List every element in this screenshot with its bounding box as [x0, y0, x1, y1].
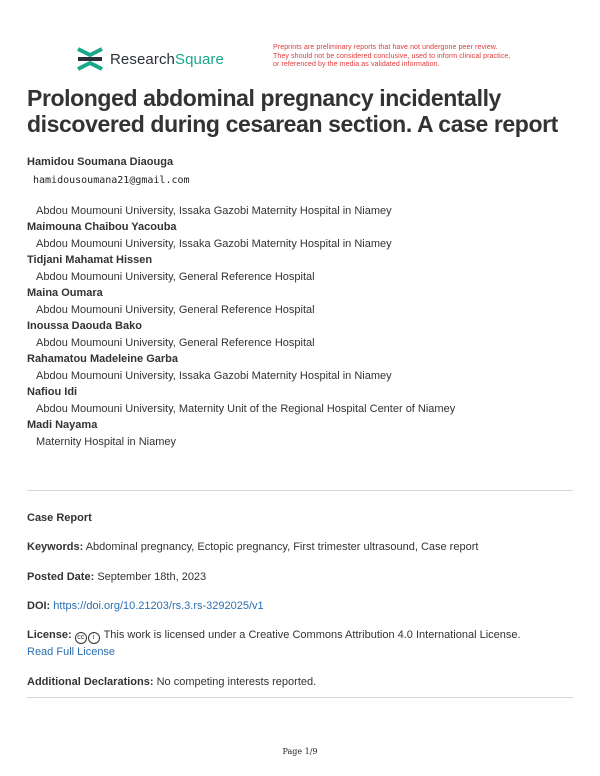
page-number: Page 1/9 — [282, 747, 318, 756]
spacer — [27, 191, 587, 203]
author-name: Rahamatou Madeleine Garba — [27, 353, 178, 365]
author-name: Nafiou Idi — [27, 386, 78, 398]
author-affiliation: Abdou Moumouni University, Maternity Unit of the Regional Hospital Center of Niamey — [36, 402, 456, 415]
author-name: Maimouna Chaibou Yacouba — [27, 221, 177, 233]
author-name: Madi Nayama — [27, 419, 98, 431]
research-square-logo[interactable] — [76, 46, 224, 72]
author-affiliation: Abdou Moumouni University, Issaka Gazobi Maternity Hospital in Niamey — [36, 237, 392, 250]
notice-line: They should not be considered conclusive, used to inform clinical practice, — [273, 52, 511, 60]
paper-title: Prolonged abdominal pregnancy incidentally discovered during cesarean section. A case report — [27, 85, 558, 137]
notice-line: or referenced by the media as validated information. — [273, 61, 440, 68]
keywords-label: Keywords: — [27, 541, 84, 553]
author-affiliation: Abdou Moumouni University, Issaka Gazobi Maternity Hospital in Niamey — [36, 204, 392, 217]
declarations-value: No competing interests reported. — [156, 676, 317, 688]
doi — [27, 598, 587, 614]
research-square-logo-icon — [76, 46, 104, 72]
author-affiliation: Abdou Moumouni University, General Reference Hospital — [36, 303, 315, 316]
read-full-license-link[interactable]: Read Full License — [27, 646, 116, 658]
posted-date — [27, 569, 587, 585]
doi-label: DOI: — [27, 600, 51, 612]
declarations-label: Additional Declarations: — [27, 676, 154, 688]
author-name: Hamidou Soumana Diaouga — [27, 156, 174, 168]
doi-link[interactable]: https://doi.org/10.21203/rs.3.rs-3292025/v1 — [53, 600, 264, 612]
keywords — [27, 539, 587, 555]
article-type: Case Report — [27, 512, 92, 524]
author-affiliation: Abdou Moumouni University, General Reference Hospital — [36, 336, 315, 349]
license-text: This work is licensed under a Creative Commons Attribution 4.0 International License. — [103, 629, 521, 641]
license-label: License: — [27, 629, 72, 641]
author-affiliation: Maternity Hospital in Niamey — [36, 435, 176, 448]
posted-date-value: September 18th, 2023 — [97, 571, 207, 583]
brand-name: ResearchSquare — [110, 50, 224, 68]
posted-date-label: Posted Date: — [27, 571, 95, 583]
author-list — [27, 154, 587, 450]
preprint-notice — [273, 44, 563, 70]
author-name: Inoussa Daouda Bako — [27, 320, 142, 332]
notice-line: Preprints are preliminary reports that have not undergone peer review. — [273, 44, 498, 51]
author-affiliation: Abdou Moumouni University, Issaka Gazobi Maternity Hospital in Niamey — [36, 369, 392, 382]
keywords-value: Abdominal pregnancy, Ectopic pregnancy, First trimester ultrasound, Case report — [85, 541, 479, 553]
author-name: Tidjani Mahamat Hissen — [27, 254, 153, 266]
divider — [27, 490, 573, 491]
by-icon: i — [88, 632, 100, 644]
author-name: Maina Oumara — [27, 287, 103, 299]
divider — [27, 697, 573, 698]
author-affiliation: Abdou Moumouni University, General Reference Hospital — [36, 270, 315, 283]
cc-icon: cc — [75, 632, 87, 644]
author-email[interactable]: hamidousoumana21@gmail.com — [33, 174, 190, 186]
additional-declarations — [27, 674, 587, 690]
license — [27, 627, 587, 660]
